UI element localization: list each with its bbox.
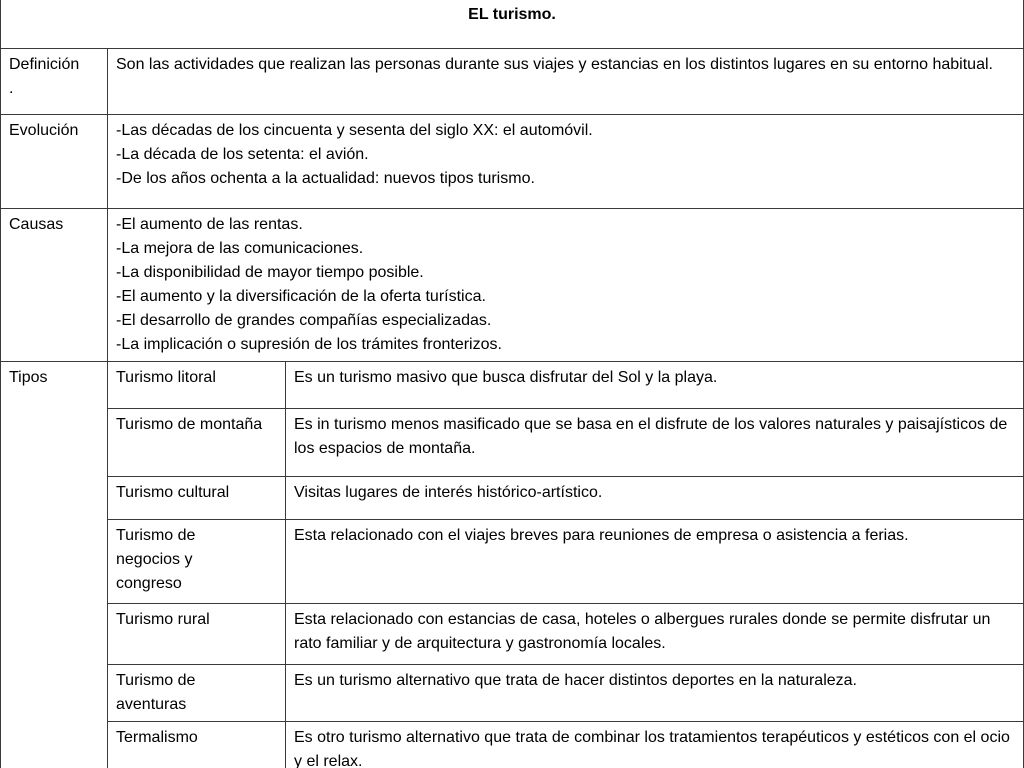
type-row-montana [1, 409, 1024, 477]
evolution-row [1, 115, 1024, 209]
type-row-rural [1, 604, 1024, 665]
evolution-content [108, 115, 1024, 209]
evolution-line: -Las décadas de los cincuenta y sesenta del siglo XX: el automóvil. [116, 122, 593, 139]
title-row [1, 0, 1024, 49]
type-row-cultural [1, 477, 1024, 520]
cause-line: -El aumento de las rentas. [116, 216, 303, 233]
cause-line: -La disponibilidad de mayor tiempo posible. [116, 264, 424, 281]
definition-text: Son las actividades que realizan las personas durante sus viajes y estancias en los distintos lugares en su entorno habitual. [108, 49, 1024, 115]
type-name: Turismo cultural [108, 477, 286, 520]
types-label: Tipos [1, 362, 108, 768]
type-description: Es un turismo alternativo que trata de hacer distintos deportes en la naturaleza. [286, 665, 1024, 722]
type-row-termalismo [1, 722, 1024, 768]
type-description: Esta relacionado con el viajes breves para reuniones de empresa o asistencia a ferias. [286, 520, 1024, 604]
type-name: Turismo de montaña [108, 409, 286, 477]
cause-line: -La mejora de las comunicaciones. [116, 240, 364, 257]
type-description: Es otro turismo alternativo que trata de combinar los tratamientos terapéuticos y estéticos con el ocio y el relax. [286, 722, 1024, 768]
type-description: Esta relacionado con estancias de casa, hoteles o albergues rurales donde se permite disfrutar un rato familiar y de arquitectura y gastronomía locales. [286, 604, 1024, 665]
cause-line: -El aumento y la diversificación de la oferta turística. [116, 288, 486, 305]
definition-label [1, 49, 108, 115]
cause-line: -El desarrollo de grandes compañías especializadas. [116, 312, 492, 329]
causes-content [108, 209, 1024, 362]
cause-line: -La implicación o supresión de los trámites fronterizos. [116, 336, 502, 353]
evolution-label: Evolución [1, 115, 108, 209]
definition-row [1, 49, 1024, 115]
type-name: Termalismo [108, 722, 286, 768]
evolution-line: -De los años ochenta a la actualidad: nuevos tipos turismo. [116, 170, 535, 187]
type-row-litoral [1, 362, 1024, 409]
type-name: Turismo de negocios y congreso [108, 520, 286, 604]
type-description: Es un turismo masivo que busca disfrutar del Sol y la playa. [286, 362, 1024, 409]
type-description: Es in turismo menos masificado que se basa en el disfrute de los valores naturales y paisajísticos de los espacios de montaña. [286, 409, 1024, 477]
type-row-negocios [1, 520, 1024, 604]
table-title: EL turismo. [1, 0, 1024, 49]
causes-label: Causas [1, 209, 108, 362]
type-name: Turismo rural [108, 604, 286, 665]
type-name: Turismo litoral [108, 362, 286, 409]
type-name: Turismo de aventuras [108, 665, 286, 722]
evolution-line: -La década de los setenta: el avión. [116, 146, 369, 163]
type-description: Visitas lugares de interés histórico-artístico. [286, 477, 1024, 520]
type-row-aventuras [1, 665, 1024, 722]
definition-label-text: Definición . [9, 56, 80, 97]
causes-row [1, 209, 1024, 362]
